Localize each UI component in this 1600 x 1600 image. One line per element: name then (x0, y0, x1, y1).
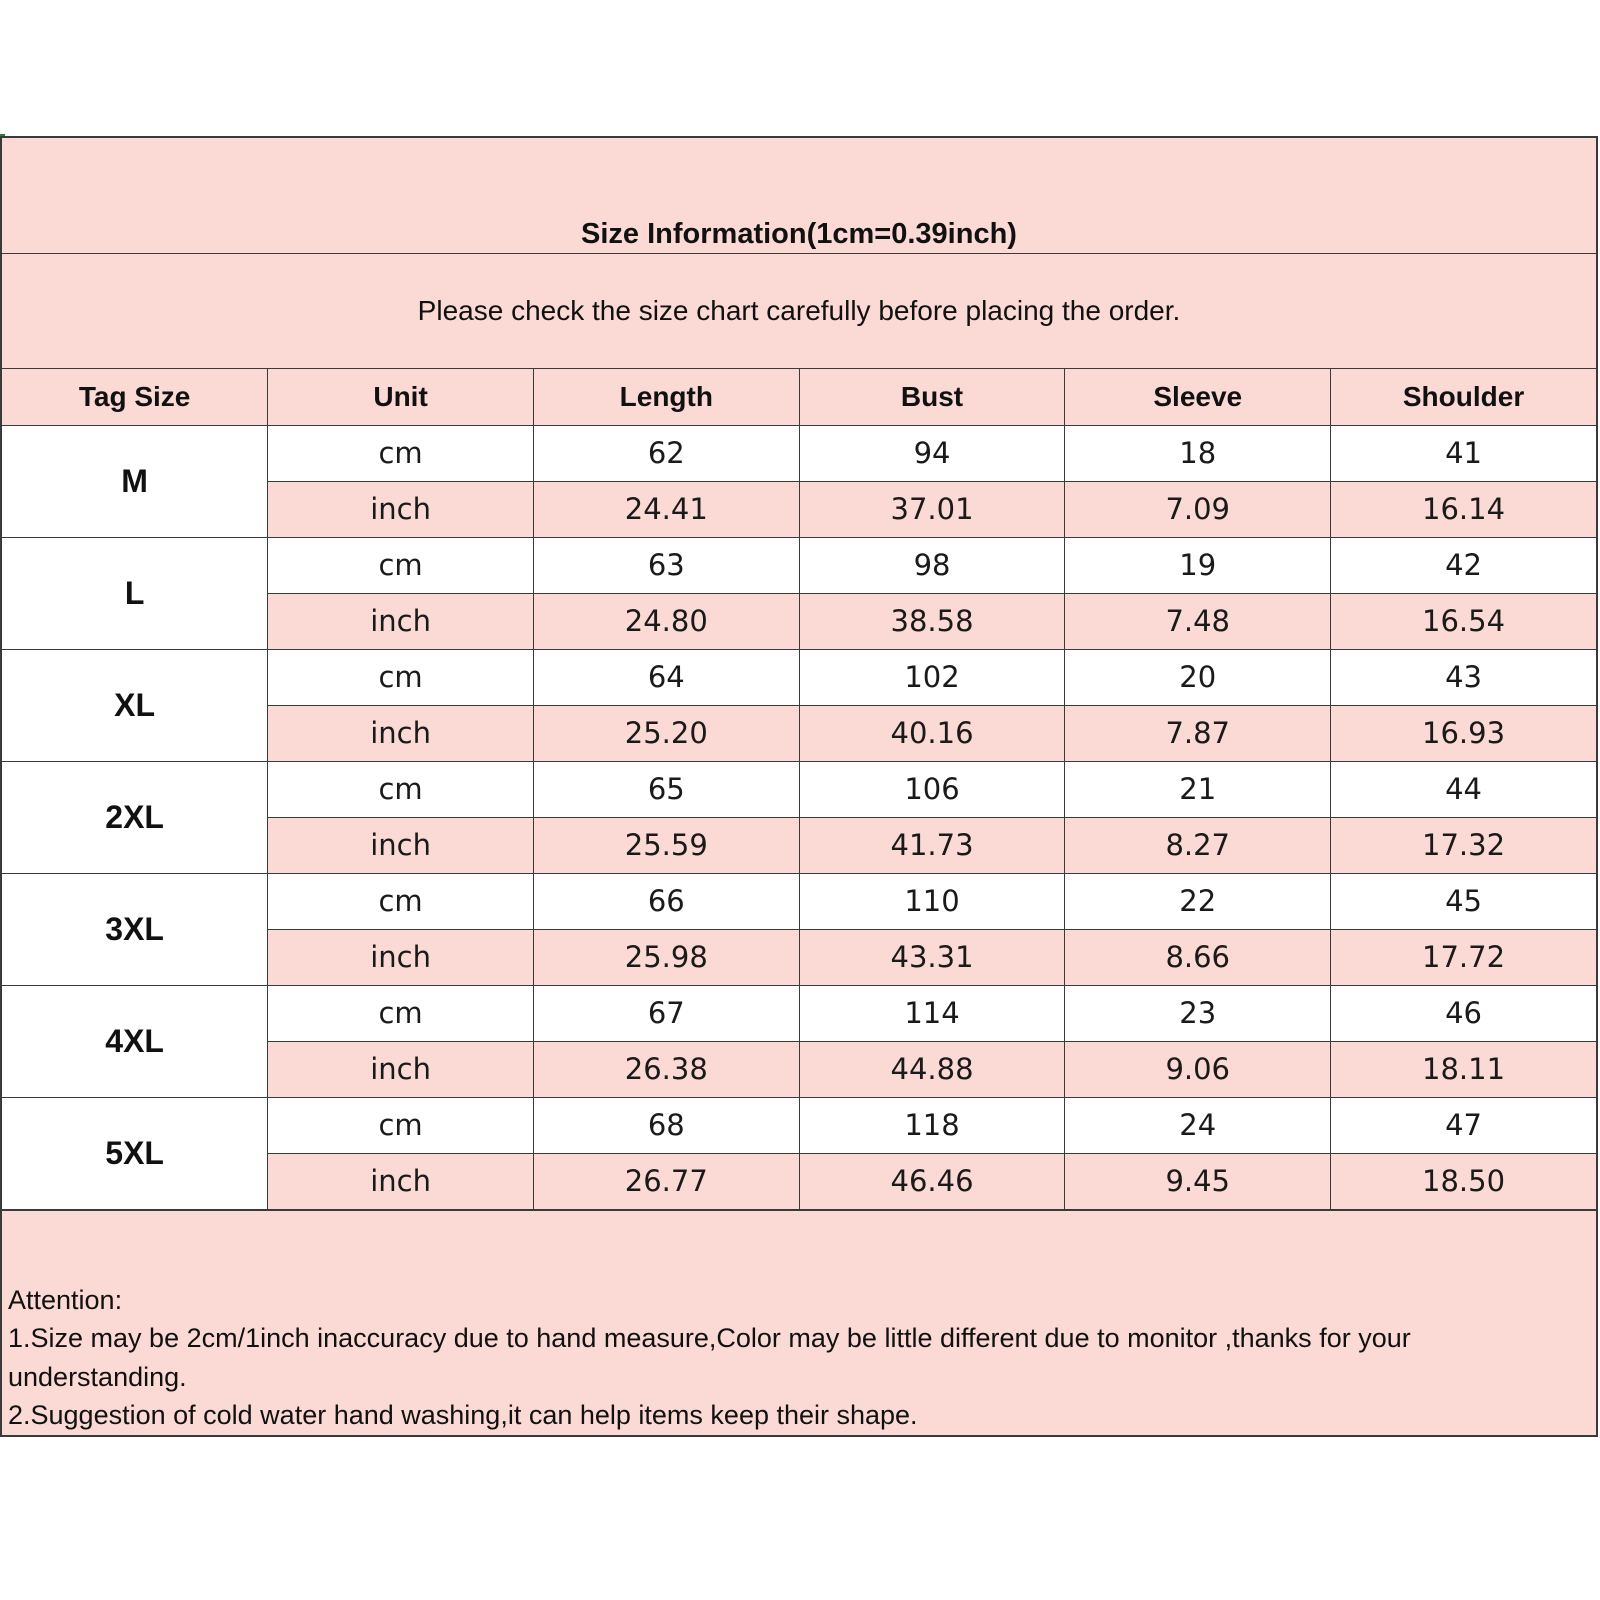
length-cell: 25.98 (533, 929, 799, 985)
table-row (2, 985, 1596, 1041)
bust-cell: 44.88 (799, 1041, 1065, 1097)
unit-cell: inch (268, 817, 534, 873)
length-cell: 24.41 (533, 481, 799, 537)
unit-cell: cm (268, 873, 534, 929)
shoulder-cell: 45 (1331, 873, 1596, 929)
sleeve-cell: 19 (1065, 537, 1331, 593)
header-unit: Unit (268, 369, 534, 425)
shoulder-cell: 17.32 (1331, 817, 1596, 873)
chart-subtitle: Please check the size chart carefully before placing the order. (417, 295, 1181, 326)
shoulder-cell: 44 (1331, 761, 1596, 817)
header-tag-size: Tag Size (2, 369, 268, 425)
size-table (2, 369, 1596, 1210)
shoulder-cell: 41 (1331, 425, 1596, 481)
table-row (2, 649, 1596, 705)
unit-cell: inch (268, 481, 534, 537)
shoulder-cell: 46 (1331, 985, 1596, 1041)
shoulder-cell: 18.50 (1331, 1153, 1596, 1209)
title-row (2, 138, 1596, 254)
unit-cell: cm (268, 1097, 534, 1153)
sleeve-cell: 22 (1065, 873, 1331, 929)
length-cell: 67 (533, 985, 799, 1041)
sleeve-cell: 18 (1065, 425, 1331, 481)
header-sleeve: Sleeve (1065, 369, 1331, 425)
length-cell: 26.38 (533, 1041, 799, 1097)
notes-line-2: 2.Suggestion of cold water hand washing,it can help items keep their shape. (8, 1400, 918, 1430)
bust-cell: 41.73 (799, 817, 1065, 873)
tag-size-cell: 3XL (2, 873, 268, 985)
shoulder-cell: 43 (1331, 649, 1596, 705)
sleeve-cell: 9.45 (1065, 1153, 1331, 1209)
length-cell: 68 (533, 1097, 799, 1153)
table-row (2, 873, 1596, 929)
bust-cell: 106 (799, 761, 1065, 817)
unit-cell: cm (268, 649, 534, 705)
sleeve-cell: 8.66 (1065, 929, 1331, 985)
sleeve-cell: 7.09 (1065, 481, 1331, 537)
length-cell: 24.80 (533, 593, 799, 649)
length-cell: 64 (533, 649, 799, 705)
tag-size-cell: L (2, 537, 268, 649)
shoulder-cell: 18.11 (1331, 1041, 1596, 1097)
sleeve-cell: 21 (1065, 761, 1331, 817)
sleeve-cell: 24 (1065, 1097, 1331, 1153)
tag-size-cell: 4XL (2, 985, 268, 1097)
size-chart (0, 136, 1598, 1437)
notes-heading: Attention: (8, 1284, 123, 1315)
header-bust: Bust (799, 369, 1065, 425)
unit-cell: cm (268, 761, 534, 817)
sleeve-cell: 23 (1065, 985, 1331, 1041)
header-row (2, 369, 1596, 425)
unit-cell: inch (268, 1153, 534, 1209)
size-table-body (2, 425, 1596, 1209)
table-row (2, 425, 1596, 481)
unit-cell: cm (268, 985, 534, 1041)
unit-cell: cm (268, 537, 534, 593)
bust-cell: 114 (799, 985, 1065, 1041)
unit-cell: inch (268, 593, 534, 649)
bust-cell: 118 (799, 1097, 1065, 1153)
sleeve-cell: 7.87 (1065, 705, 1331, 761)
shoulder-cell: 16.14 (1331, 481, 1596, 537)
table-row (2, 761, 1596, 817)
chart-title: Size Information(1cm=0.39inch) (581, 218, 1017, 250)
header-shoulder: Shoulder (1331, 369, 1596, 425)
length-cell: 66 (533, 873, 799, 929)
sleeve-cell: 9.06 (1065, 1041, 1331, 1097)
tag-size-cell: 5XL (2, 1097, 268, 1209)
notes-line-1: 1.Size may be 2cm/1inch inaccuracy due to hand measure,Color may be little different due to monitor ,thanks for your understanding. (8, 1323, 1411, 1392)
unit-cell: inch (268, 705, 534, 761)
tag-size-cell: M (2, 425, 268, 537)
bust-cell: 37.01 (799, 481, 1065, 537)
shoulder-cell: 16.93 (1331, 705, 1596, 761)
bust-cell: 46.46 (799, 1153, 1065, 1209)
sleeve-cell: 8.27 (1065, 817, 1331, 873)
table-row (2, 537, 1596, 593)
subtitle-row (2, 254, 1596, 369)
unit-cell: inch (268, 1041, 534, 1097)
length-cell: 65 (533, 761, 799, 817)
sleeve-cell: 20 (1065, 649, 1331, 705)
attention-notes (2, 1210, 1596, 1435)
bust-cell: 102 (799, 649, 1065, 705)
tag-size-cell: 2XL (2, 761, 268, 873)
header-length: Length (533, 369, 799, 425)
length-cell: 63 (533, 537, 799, 593)
bust-cell: 38.58 (799, 593, 1065, 649)
unit-cell: inch (268, 929, 534, 985)
shoulder-cell: 16.54 (1331, 593, 1596, 649)
shoulder-cell: 47 (1331, 1097, 1596, 1153)
bust-cell: 40.16 (799, 705, 1065, 761)
unit-cell: cm (268, 425, 534, 481)
tag-size-cell: XL (2, 649, 268, 761)
length-cell: 25.59 (533, 817, 799, 873)
bust-cell: 98 (799, 537, 1065, 593)
shoulder-cell: 17.72 (1331, 929, 1596, 985)
bust-cell: 110 (799, 873, 1065, 929)
table-row (2, 1097, 1596, 1153)
length-cell: 25.20 (533, 705, 799, 761)
sleeve-cell: 7.48 (1065, 593, 1331, 649)
bust-cell: 94 (799, 425, 1065, 481)
length-cell: 26.77 (533, 1153, 799, 1209)
shoulder-cell: 42 (1331, 537, 1596, 593)
bust-cell: 43.31 (799, 929, 1065, 985)
length-cell: 62 (533, 425, 799, 481)
